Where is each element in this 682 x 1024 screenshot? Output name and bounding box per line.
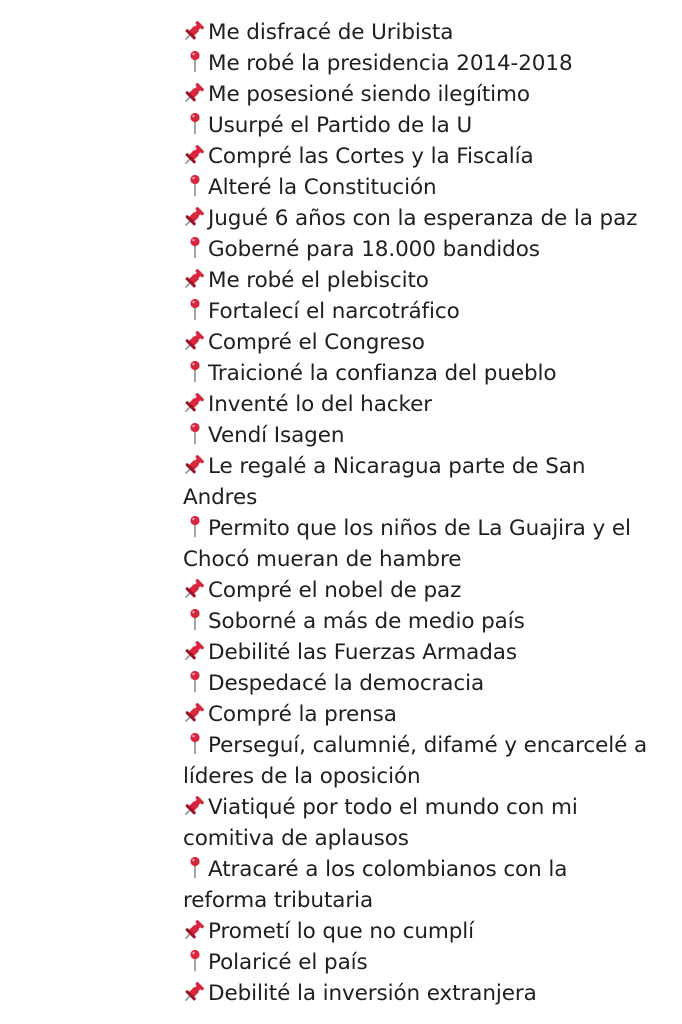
list-item [183,606,653,637]
item-text: Usurpé el Partido de la U [208,113,473,138]
item-text: Atracaré a los colombianos con la reforma tributaria [183,857,568,913]
list-item [183,451,653,513]
list-item [183,389,653,420]
pushpin-icon [183,142,207,166]
item-text: Le regalé a Nicaragua parte de San Andres [183,454,586,510]
item-text: Debilité la inversión extranjera [208,981,537,1006]
item-text: Vendí Isagen [208,423,345,448]
list-item [183,48,653,79]
item-text: Jugué 6 años con la esperanza de la paz [208,206,638,231]
pushpin-icon [183,266,207,290]
list-item [183,730,653,792]
list-item [183,792,653,854]
pushpin-icon [183,917,207,941]
list-item [183,110,653,141]
item-text: Me posesioné siendo ilegítimo [208,82,530,107]
pushpin-icon [183,979,207,1003]
list-item [183,699,653,730]
item-text: Alteré la Constitución [208,175,437,200]
pushpin-icon [183,80,207,104]
item-text: Me robé el plebiscito [208,268,429,293]
round-pushpin-icon [183,49,207,73]
round-pushpin-icon [183,173,207,197]
item-text: Perseguí, calumnié, difamé y encarcelé a líderes de la oposición [183,733,648,789]
round-pushpin-icon [183,514,207,538]
list-item [183,947,653,978]
list-item [183,854,653,916]
pushpin-icon [183,700,207,724]
list-item [183,203,653,234]
round-pushpin-icon [183,111,207,135]
list-item [183,358,653,389]
item-text: Soborné a más de medio país [208,609,525,634]
list-item [183,141,653,172]
round-pushpin-icon [183,359,207,383]
round-pushpin-icon [183,855,207,879]
item-text: Compré el nobel de paz [208,578,462,603]
list-item [183,575,653,606]
list-item [183,234,653,265]
list-item [183,79,653,110]
list-item [183,172,653,203]
pushpin-icon [183,390,207,414]
round-pushpin-icon [183,731,207,755]
list-item [183,265,653,296]
list-item [183,327,653,358]
pushpin-icon [183,18,207,42]
item-text: Traicioné la confianza del pueblo [208,361,557,386]
round-pushpin-icon [183,297,207,321]
item-text: Despedacé la democracia [208,671,485,696]
item-text: Compré el Congreso [208,330,425,355]
pushpin-icon [183,204,207,228]
list-item [183,637,653,668]
pushpin-icon [183,576,207,600]
item-text: Compré las Cortes y la Fiscalía [208,144,534,169]
pushpin-icon [183,452,207,476]
round-pushpin-icon [183,235,207,259]
round-pushpin-icon [183,669,207,693]
list-item [183,916,653,947]
item-text: Me robé la presidencia 2014-2018 [208,51,573,76]
item-text: Inventé lo del hacker [208,392,432,417]
item-text: Debilité las Fuerzas Armadas [208,640,517,665]
statement-list [183,17,653,1009]
item-text: Viatiqué por todo el mundo con mi comitiva de aplausos [183,795,578,851]
pushpin-icon [183,793,207,817]
list-item [183,513,653,575]
round-pushpin-icon [183,421,207,445]
item-text: Polaricé el país [208,950,368,975]
item-text: Permito que los niños de La Guajira y el Chocó mueran de hambre [183,516,631,572]
list-item [183,420,653,451]
item-text: Compré la prensa [208,702,397,727]
list-item [183,296,653,327]
round-pushpin-icon [183,948,207,972]
round-pushpin-icon [183,607,207,631]
item-text: Goberné para 18.000 bandidos [208,237,540,262]
pushpin-icon [183,638,207,662]
list-item [183,978,653,1009]
list-item [183,668,653,699]
item-text: Me disfracé de Uribista [208,20,454,45]
list-item [183,17,653,48]
pushpin-icon [183,328,207,352]
item-text: Prometí lo que no cumplí [208,919,475,944]
item-text: Fortalecí el narcotráfico [208,299,460,324]
